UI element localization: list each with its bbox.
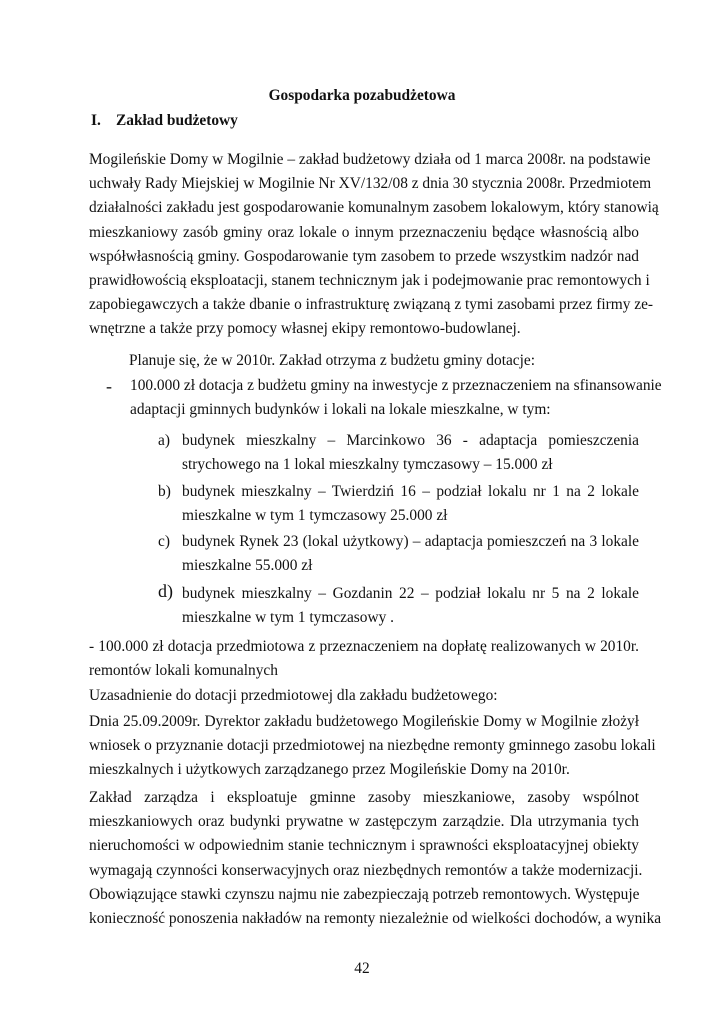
text-line: Mogileńskie Domy w Mogilnie – zakład budżetowy działa od 1 marca 2008r. na podstawie	[89, 151, 651, 168]
text-line: mieszkalne w tym 1 tymczasowy 25.000 zł	[182, 507, 448, 525]
paragraph-intro	[89, 148, 659, 342]
text-line: budynek mieszkalny – Marcinkowo 36 - adaptacja pomieszczenia	[182, 432, 639, 449]
text-line: nieruchomości w odpowiednim stanie technicznym i sprawności eksploatacyjnej obiekty	[89, 837, 639, 855]
page-title: Gospodarka pozabudżetowa	[268, 87, 456, 104]
text-line: współwłasnością gminy. Gospodarowanie tym zasobem to przede wszystkim nadzór nad	[89, 247, 639, 265]
text-line: prawidłowością eksploatacji, stanem technicznym jak i podejmowanie prac remontowych i	[89, 271, 650, 289]
dash-marker: -	[106, 376, 112, 396]
text-line: wymagają czynności konserwacyjnych oraz niezbędnych remontów a także modernizacji.	[89, 861, 643, 879]
text-line: strychowego na 1 lokal mieszkalny tymczasowy – 15.000 zł	[182, 456, 553, 474]
text-line: wniosek o przyznanie dotacji przedmiotowej na niezbędne remonty gminnego zasobu lokali	[89, 737, 656, 755]
text-line: 100.000 zł dotacja z budżetu gminy na inwestycje z przeznaczeniem na sfinansowanie	[130, 377, 662, 394]
section-title: Zakład budżetowy	[116, 112, 238, 129]
sub-marker: d)	[158, 581, 173, 601]
text-line: Zakład zarządza i eksploatuje gminne zasoby mieszkaniowe, zasoby wspólnot	[89, 789, 639, 806]
sub-item-text	[182, 480, 639, 528]
text-line: budynek mieszkalny – Twierdziń 16 – podział lokalu nr 1 na 2 lokale	[182, 483, 639, 500]
paragraph-management	[89, 786, 662, 931]
sub-marker: b)	[158, 483, 171, 500]
text-line: mieszkaniowych oraz budynki prywatne w zastępczym zarządzie. Dla utrzymania tych	[89, 813, 639, 831]
text-line: adaptacji gminnych budynków i lokali na lokale mieszkalne, w tym:	[130, 401, 551, 419]
text-line: wnętrzne a także przy pomocy własnej ekipy remontowo-budowlanej.	[89, 320, 521, 338]
justification-heading	[89, 684, 639, 708]
text-line: działalności zakładu jest gospodarowanie komunalnym zasobem lokalowym, który stanowią	[89, 199, 659, 217]
text-line: zapobiegawczych a także dbanie o infrastrukturę związaną z tymi zasobami przez firmy ze-	[89, 296, 654, 314]
text-line: budynek Rynek 23 (lokal użytkowy) – adaptacja pomieszczeń na 3 lokale	[182, 533, 639, 550]
text-line: uchwały Rady Miejskiej w Mogilnie Nr XV/132/08 z dnia 30 stycznia 2008r. Przedmiotem	[89, 175, 652, 193]
text-line: Obowiązujące stawki czynszu najmu nie zabezpieczają potrzeb remontowych. Występuje	[89, 885, 640, 903]
text-line: mieszkalne 55.000 zł	[182, 557, 313, 575]
section-number: I.	[91, 112, 101, 129]
sub-item-text	[182, 582, 639, 630]
text-line: konieczność ponoszenia nakładów na remonty niezależnie od wielkości dochodów, a wynika	[89, 909, 662, 927]
dash-item-text	[130, 374, 662, 422]
page-number: 42	[354, 960, 370, 977]
text-line: remontów lokali komunalnych	[89, 662, 278, 680]
section-heading	[91, 109, 238, 133]
text-line: budynek mieszkalny – Gozdanin 22 – podział lokalu nr 5 na 2 lokale	[182, 585, 639, 602]
paragraph-subsidy	[89, 635, 639, 683]
paragraph-application	[89, 710, 656, 783]
sub-marker: c)	[158, 533, 170, 550]
text-line: mieszkalne w tym 1 tymczasowy .	[182, 609, 394, 627]
text-line: mieszkalnych i użytkowych zarządzanego przez Mogileńskie Domy na 2010r.	[89, 761, 570, 779]
text-line: Dnia 25.09.2009r. Dyrektor zakładu budżetowego Mogileńskie Domy w Mogilnie złożył	[89, 713, 639, 730]
plan-line: Planuje się, że w 2010r. Zakład otrzyma z budżetu gminy dotacje:	[129, 352, 536, 369]
sub-item-text	[182, 530, 639, 578]
sub-marker: a)	[158, 432, 170, 449]
text-line: Uzasadnienie do dotacji przedmiotowej dla zakładu budżetowego:	[89, 687, 498, 704]
sub-item-text	[182, 429, 639, 477]
text-line: mieszkaniowy zasób gminy oraz lokale o innym przeznaczeniu będące własnością albo	[89, 223, 639, 241]
text-line: - 100.000 zł dotacja przedmiotowa z przeznaczeniem na dopłatę realizowanych w 2010r.	[89, 638, 639, 655]
